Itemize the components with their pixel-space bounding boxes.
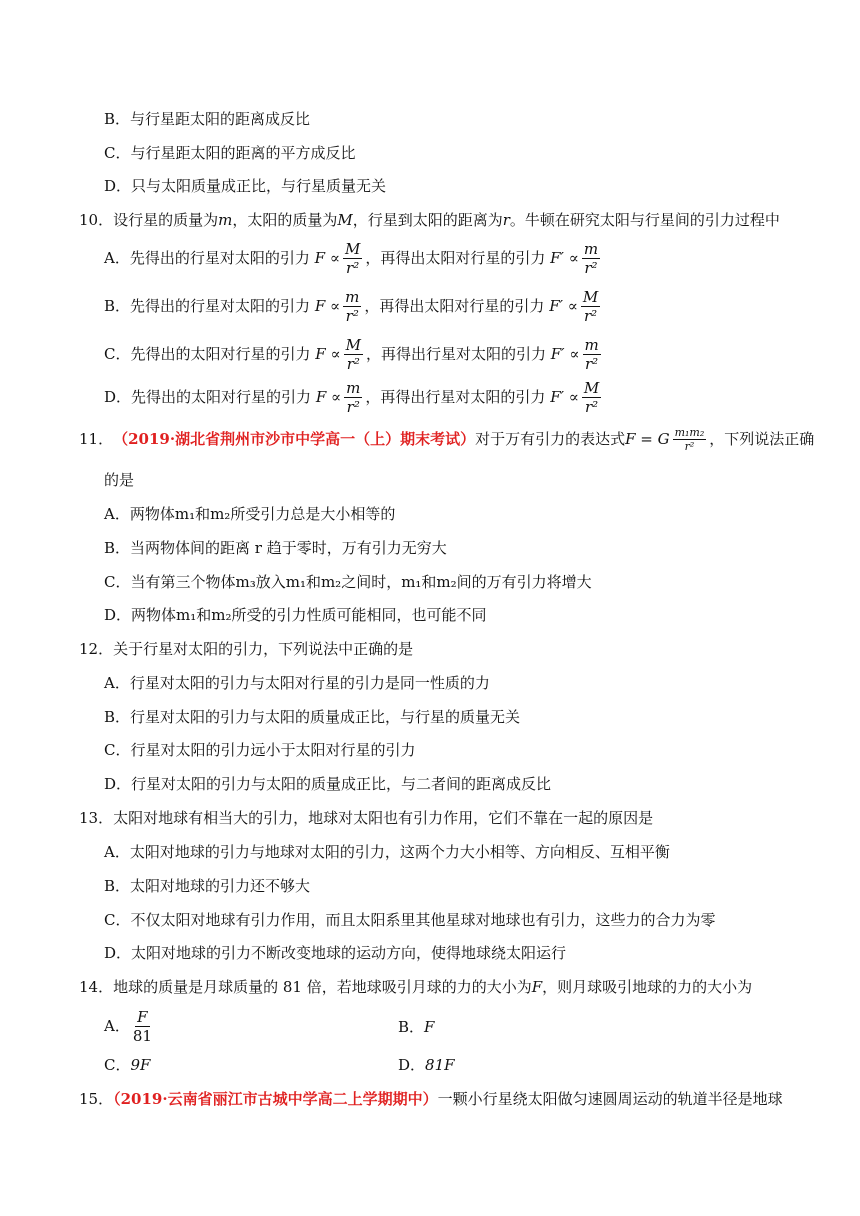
- q14-option-c: C．9F: [104, 1056, 151, 1074]
- source-label: （2019·湖北省荆州市沙市中学高一（上）期末考试）: [113, 430, 476, 448]
- q10-stem: 10．设行星的质量为m，太阳的质量为M，行星到太阳的距离为r。牛顿在研究太阳与行星间的引力过程中: [79, 211, 780, 229]
- q12-stem: 12．关于行星对太阳的引力，下列说法中正确的是: [79, 640, 414, 658]
- q11-option-a: A．两物体m₁和m₂所受引力总是大小相等的: [104, 505, 396, 523]
- q10-option-b: B． 先得出的行星对太阳的引力 F ∝ $\frac{m}{\text{r²}}$ ，再得出太阳对行星的引力 F′ ∝ $\frac{M}{\text{r²}}$: [104, 287, 599, 325]
- q9-option-b: B．与行星距太阳的距离成反比: [104, 110, 311, 128]
- fraction: $\frac{m}{\text{r²}}$: [346, 378, 361, 416]
- q11-stem-cont: 的是: [104, 471, 135, 489]
- q9-option-d: D．只与太阳质量成正比，与行星质量无关: [104, 177, 387, 195]
- q14-option-a: A． $\frac{F}{81}$: [104, 1007, 152, 1045]
- q13-option-d: D．太阳对地球的引力不断改变地球的运动方向，使得地球绕太阳运行: [104, 944, 567, 962]
- q13-option-b: B．太阳对地球的引力还不够大: [104, 877, 311, 895]
- q9-option-c: C．与行星距太阳的距离的平方成反比: [104, 144, 356, 162]
- fraction: $\frac{M}{\text{r²}}$: [344, 239, 361, 277]
- q14-stem: 14．地球的质量是月球质量的 81 倍，若地球吸引月球的力的大小为F，则月球吸引地球的力的大小为: [79, 978, 753, 996]
- fraction: $\frac{M}{\text{r²}}$: [345, 335, 361, 373]
- q12-option-d: D．行星对太阳的引力与太阳的质量成正比，与二者间的距离成反比: [104, 775, 552, 793]
- q10-option-a: A． 先得出的行星对太阳的引力 F ∝ $\frac{M}{\text{r²}}$ ，再得出太阳对行星的引力 F′ ∝ $\frac{m}{\text{r²}}$: [104, 239, 599, 277]
- fraction: $\frac{m}{\text{r²}}$: [584, 335, 599, 373]
- q11-option-b: B．当两物体间的距离 r 趋于零时，万有引力无穷大: [104, 539, 447, 557]
- fraction: $\frac{\text{m₁m₂}}{\text{r²}}$: [674, 425, 705, 453]
- fraction: $\frac{m}{\text{r²}}$: [583, 239, 599, 277]
- q12-option-a: A．行星对太阳的引力与太阳对行星的引力是同一性质的力: [104, 674, 490, 692]
- fraction: $\frac{M}{\text{r²}}$: [583, 378, 600, 416]
- q10-option-c: C． 先得出的太阳对行星的引力 F ∝ $\frac{M}{\text{r²}}$ ，再得出行星对太阳的引力 F′ ∝ $\frac{m}{\text{r²}}$: [104, 335, 599, 373]
- q13-stem: 13．太阳对地球有相当大的引力，地球对太阳也有引力作用，它们不靠在一起的原因是: [79, 809, 654, 827]
- fraction: $\frac{F}{81}$: [132, 1007, 152, 1045]
- q13-option-a: A．太阳对地球的引力与地球对太阳的引力，这两个力大小相等、方向相反、互相平衡: [104, 843, 670, 861]
- q11-option-c: C．当有第三个物体m₃放入m₁和m₂之间时，m₁和m₂间的万有引力将增大: [104, 573, 592, 591]
- q14-option-b: B．F: [398, 1018, 435, 1036]
- q14-option-d: D．81F: [398, 1056, 455, 1074]
- q12-option-b: B．行星对太阳的引力与太阳的质量成正比，与行星的质量无关: [104, 708, 521, 726]
- source-label: （2019·云南省丽江市古城中学高二上学期期中）: [113, 1090, 438, 1108]
- q12-option-c: C．行星对太阳的引力远小于太阳对行星的引力: [104, 741, 416, 759]
- q15-stem: 15．（2019·云南省丽江市古城中学高二上学期期中）一颗小行星绕太阳做匀速圆周运动的轨道半径是地球: [79, 1090, 783, 1108]
- fraction: $\frac{M}{\text{r²}}$: [582, 287, 599, 325]
- q11-stem: 11． （2019·湖北省荆州市沙市中学高一（上）期末考试） 对于万有引力的表达式 F = G $\frac{\text{m₁m₂}}{\text{r²}}$ ，下列说法正确: [79, 425, 815, 453]
- q10-option-d: D． 先得出的太阳对行星的引力 F ∝ $\frac{m}{\text{r²}}$ ，再得出行星对太阳的引力 F′ ∝ $\frac{M}{\text{r²}}$: [104, 378, 600, 416]
- q13-option-c: C．不仅太阳对地球有引力作用，而且太阳系里其他星球对地球也有引力，这些力的合力为零: [104, 911, 716, 929]
- q11-option-d: D．两物体m₁和m₂所受的引力性质可能相同，也可能不同: [104, 606, 487, 624]
- fraction: $\frac{m}{\text{r²}}$: [345, 287, 360, 325]
